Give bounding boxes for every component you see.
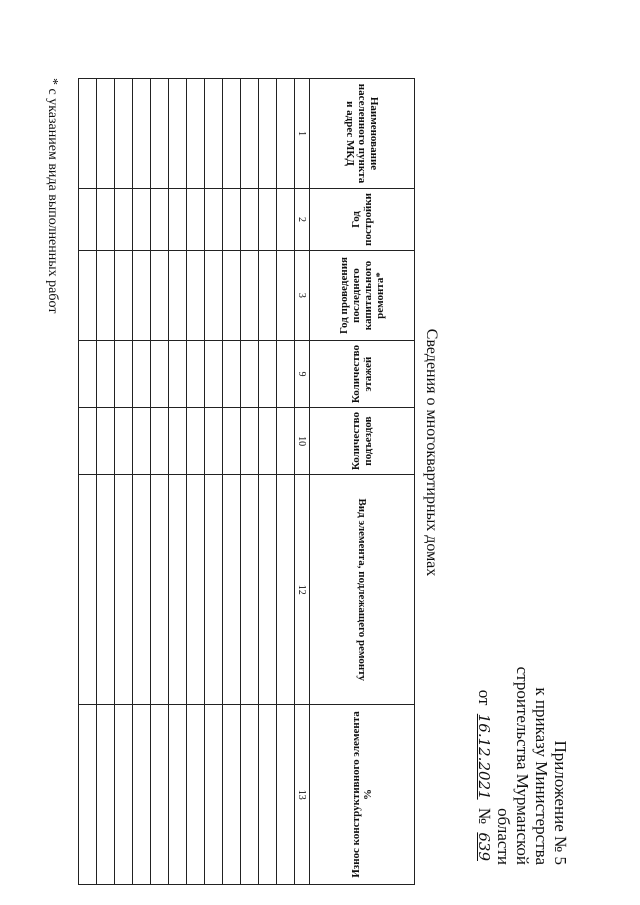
table-cell[interactable] xyxy=(187,705,205,885)
column-header-label: Год постройки xyxy=(350,193,374,246)
column-number: 2 xyxy=(295,189,310,251)
table-cell[interactable] xyxy=(97,705,115,885)
table-cell[interactable] xyxy=(133,79,151,189)
column-header-label: Количество этажей xyxy=(350,344,374,404)
table-cell[interactable] xyxy=(205,475,223,705)
column-header xyxy=(310,475,415,705)
document-title: Сведения о многоквартирных домах xyxy=(423,328,440,577)
table-cell[interactable] xyxy=(205,408,223,475)
table-cell[interactable] xyxy=(277,250,295,340)
table-row xyxy=(241,79,259,885)
table-cell[interactable] xyxy=(115,79,133,189)
table-cell[interactable] xyxy=(241,250,259,340)
table-cell[interactable] xyxy=(169,79,187,189)
table-cell[interactable] xyxy=(223,79,241,189)
column-header xyxy=(310,79,415,189)
table-cell[interactable] xyxy=(151,79,169,189)
table-cell[interactable] xyxy=(223,408,241,475)
table-cell[interactable] xyxy=(241,340,259,407)
table-cell[interactable] xyxy=(205,250,223,340)
table-cell[interactable] xyxy=(259,189,277,251)
table-row xyxy=(97,79,115,885)
table-cell[interactable] xyxy=(115,408,133,475)
header-row xyxy=(310,79,415,885)
table-cell[interactable] xyxy=(259,408,277,475)
table-cell[interactable] xyxy=(205,705,223,885)
ministry-name: строительства Мурманской xyxy=(513,666,532,865)
table-cell[interactable] xyxy=(205,189,223,251)
table-cell[interactable] xyxy=(133,189,151,251)
table-cell[interactable] xyxy=(187,189,205,251)
column-header xyxy=(310,250,415,340)
table-cell[interactable] xyxy=(97,340,115,407)
column-number: 1 xyxy=(295,79,310,189)
table-cell[interactable] xyxy=(115,340,133,407)
table-cell[interactable] xyxy=(259,705,277,885)
table-cell[interactable] xyxy=(277,705,295,885)
table-cell[interactable] xyxy=(223,189,241,251)
table-cell[interactable] xyxy=(151,340,169,407)
table-row xyxy=(187,79,205,885)
buildings-table xyxy=(78,78,415,885)
column-header xyxy=(310,340,415,407)
order-date: 16.12.2021 xyxy=(475,713,493,800)
table-cell[interactable] xyxy=(259,79,277,189)
table-cell[interactable] xyxy=(169,189,187,251)
table-cell[interactable] xyxy=(133,475,151,705)
table-cell[interactable] xyxy=(79,408,97,475)
table-cell[interactable] xyxy=(223,250,241,340)
table-cell[interactable] xyxy=(259,475,277,705)
table-cell[interactable] xyxy=(241,705,259,885)
table-cell[interactable] xyxy=(115,189,133,251)
table-cell[interactable] xyxy=(277,79,295,189)
table-row xyxy=(115,79,133,885)
table-cell[interactable] xyxy=(169,408,187,475)
table-cell[interactable] xyxy=(169,475,187,705)
table-cell[interactable] xyxy=(79,340,97,407)
column-header xyxy=(310,705,415,885)
table-cell[interactable] xyxy=(169,705,187,885)
table-row xyxy=(169,79,187,885)
table-cell[interactable] xyxy=(79,705,97,885)
table-cell[interactable] xyxy=(187,475,205,705)
number-label: № xyxy=(475,807,494,825)
table-cell[interactable] xyxy=(79,250,97,340)
appendix-header xyxy=(474,667,570,865)
table-cell[interactable] xyxy=(169,340,187,407)
table-cell[interactable] xyxy=(187,408,205,475)
column-number: 10 xyxy=(295,408,310,475)
column-number: 13 xyxy=(295,705,310,885)
table-cell[interactable] xyxy=(115,475,133,705)
table-row xyxy=(79,79,97,885)
table-cell[interactable] xyxy=(223,705,241,885)
table-cell[interactable] xyxy=(151,475,169,705)
column-number: 12 xyxy=(295,475,310,705)
column-header-label: Количество подъездов xyxy=(350,412,374,471)
table-row xyxy=(151,79,169,885)
column-header-label: Год проведения последнего капитального ремонта* xyxy=(338,256,386,334)
table-cell[interactable] xyxy=(241,408,259,475)
table-cell[interactable] xyxy=(187,250,205,340)
table-row xyxy=(277,79,295,885)
table-row xyxy=(133,79,151,885)
table-cell[interactable] xyxy=(115,705,133,885)
column-header-label: Вид элемента, подлежащего ремонту xyxy=(356,498,368,682)
table-cell[interactable] xyxy=(133,250,151,340)
table-cell[interactable] xyxy=(97,250,115,340)
table-cell[interactable] xyxy=(151,705,169,885)
order-reference: к приказу Министерства xyxy=(532,687,551,865)
table-row xyxy=(223,79,241,885)
column-number-row xyxy=(295,79,310,885)
table-cell[interactable] xyxy=(241,79,259,189)
table-cell[interactable] xyxy=(97,79,115,189)
table-cell[interactable] xyxy=(223,475,241,705)
table-cell[interactable] xyxy=(187,340,205,407)
appendix-number: Приложение № 5 xyxy=(551,740,570,865)
buildings-table-wrap xyxy=(78,78,415,885)
column-header-label: Износ конструктивного элемента % xyxy=(350,711,374,879)
table-cell[interactable] xyxy=(187,79,205,189)
column-header xyxy=(310,408,415,475)
table-cell[interactable] xyxy=(97,408,115,475)
table-cell[interactable] xyxy=(223,340,241,407)
table-cell[interactable] xyxy=(79,79,97,189)
table-cell[interactable] xyxy=(79,189,97,251)
table-cell[interactable] xyxy=(151,189,169,251)
column-header-label: Наименование населенного пункта и адрес МКД xyxy=(344,83,380,184)
table-cell[interactable] xyxy=(277,189,295,251)
table-cell[interactable] xyxy=(151,250,169,340)
column-number: 3 xyxy=(295,250,310,340)
table-cell[interactable] xyxy=(205,79,223,189)
table-cell[interactable] xyxy=(205,340,223,407)
table-cell[interactable] xyxy=(259,250,277,340)
table-cell[interactable] xyxy=(79,475,97,705)
table-cell[interactable] xyxy=(241,189,259,251)
table-cell[interactable] xyxy=(259,340,277,407)
table-cell[interactable] xyxy=(277,475,295,705)
table-cell[interactable] xyxy=(169,250,187,340)
table-cell[interactable] xyxy=(277,340,295,407)
table-cell[interactable] xyxy=(97,189,115,251)
table-cell[interactable] xyxy=(133,705,151,885)
table-cell[interactable] xyxy=(133,340,151,407)
table-cell[interactable] xyxy=(97,475,115,705)
order-number: 639 xyxy=(475,832,493,861)
table-cell[interactable] xyxy=(115,250,133,340)
table-row xyxy=(259,79,277,885)
date-prefix: от xyxy=(475,689,494,706)
region-name: области xyxy=(494,808,513,865)
table-row xyxy=(205,79,223,885)
table-cell[interactable] xyxy=(241,475,259,705)
table-cell[interactable] xyxy=(277,408,295,475)
column-number: 9 xyxy=(295,340,310,407)
order-date-line xyxy=(474,667,494,865)
table-cell[interactable] xyxy=(133,408,151,475)
table-cell[interactable] xyxy=(151,408,169,475)
column-header xyxy=(310,189,415,251)
footnote: * с указанием вида выполненных работ xyxy=(45,78,60,314)
